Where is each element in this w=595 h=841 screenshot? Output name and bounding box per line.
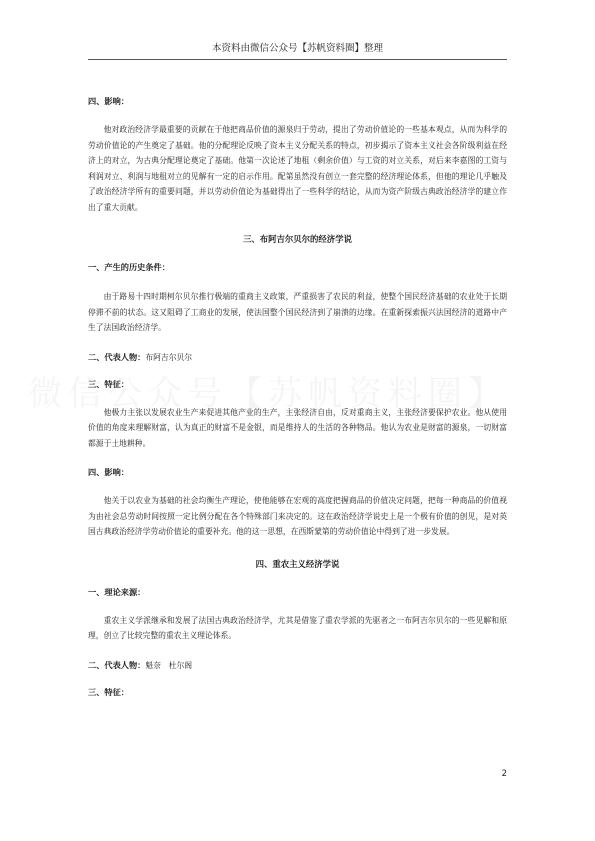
section-heading-influence-2: 四、影响：: [88, 467, 129, 477]
paragraph-influence-petty: 他对政治经济学最重要的贡献在于他把商品价值的源泉归于劳动，提出了劳动价值论的一些基本观点，从而为科学的劳动价值论的产生奠定了基础。他的分配理论反映了资本主义分配关系的特点，初步揭示了资本主义社会各阶级利益在经济上的对立，为古典分配理论奠定了基础。他第一次论述了地租（剩余价值）与工资的对立关系，对后来李嘉图的工资与利润对立、利润与地租对立的见解有一定的启示作用。配第虽然没有创立一套完整的经济理论体系，但他的理论几乎触及了政治经济学所有的重要问题，并以劳动价值论为基础得出了一些科学的结论，从而为资产阶级古典政治经济学的建立作出了重大贡献。: [88, 125, 507, 212]
section-heading-features: 三、特征：: [88, 378, 129, 389]
page-header: 本资料由微信公众号【苏帆资料圈】整理: [88, 40, 507, 60]
representative-value-2: 魁奈 杜尔阁: [145, 660, 193, 670]
section-heading-representative-2: [88, 660, 507, 671]
section-heading-influence: 四、影响：: [88, 96, 129, 106]
paragraph-theory-source: 重农主义学派继承和发展了法国古典政治经济学，尤其是借鉴了重农学派的先驱者之一布阿吉尔贝尔的一些见解和原理，创立了比较完整的重农主义理论体系。: [88, 615, 507, 640]
paragraph-influence-boisguilbert: 他关于以农业为基础的社会均衡生产理论，使他能够在宏观的高度把握商品的价值决定问题，把每一种商品的价值视为由社会总劳动时间按照一定比例分配在各个特殊部门来决定的。这在政治经济学说史上是一个极有价值的创见，是对英国古典政治经济学劳动价值论的重要补充。他的这一思想，在西斯蒙第的劳动价值论中得到了进一步发展。: [88, 496, 507, 536]
representative-value: 布阿吉尔贝尔: [145, 352, 193, 362]
paragraph-features: 他极力主张以发展农业生产来促进其他产业的生产，主张经济自由，反对重商主义，主张经济要保护农业。他从使用价值的角度来理解财富，认为真正的财富不是金银，而是维持人的生活的各种物品。他认为农业是财富的源泉，一切财富都源于土地耕种。: [88, 407, 507, 448]
representative-label-2: 二、代表人物：: [88, 659, 146, 670]
representative-label: 二、代表人物：: [88, 351, 146, 362]
section-heading-features-2: 三、特征：: [88, 686, 129, 697]
chapter-title-physiocrats: 四、重农主义经济学说: [255, 558, 340, 569]
paragraph-historical-conditions: 由于路易十四时期柯尔贝尔推行极端的重商主义政策，严重损害了农民的利益，使整个国民经济基础的农业处于长期停滞不前的状态。这又阻碍了工商业的发展，使法国整个国民经济到了崩溃的边缘。在重新探索振兴法国经济的道路中产生了法国政治经济学。: [88, 292, 507, 332]
section-heading-theory-source: 一、理论来源：: [88, 586, 146, 597]
section-heading-historical-conditions: 一、产生的历史条件：: [88, 262, 170, 272]
page-number: 2: [501, 769, 507, 779]
section-heading-representative: [88, 352, 507, 363]
document-body: [88, 96, 507, 698]
chapter-title-boisguilbert: 三、布阿吉尔贝尔的经济学说: [243, 234, 352, 244]
